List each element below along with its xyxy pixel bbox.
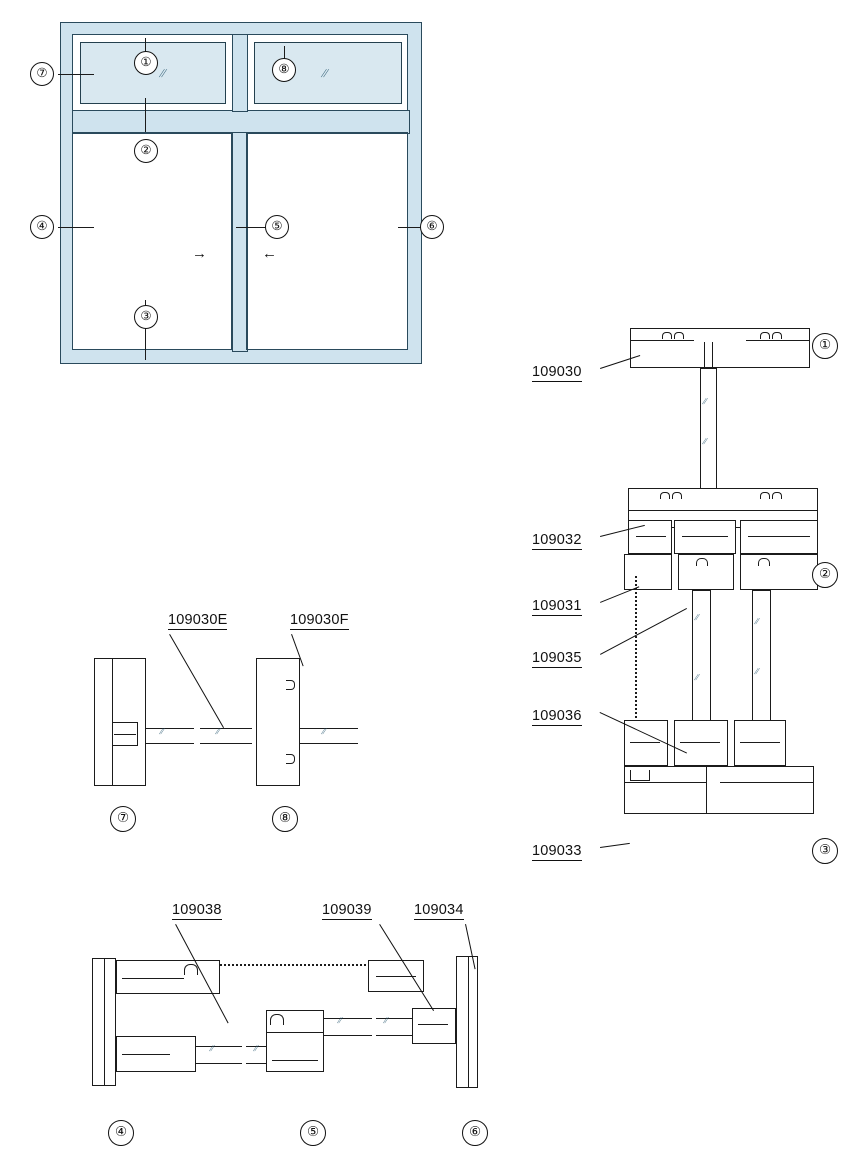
profile-detail-line <box>418 1024 448 1025</box>
profile-detail-line <box>628 510 818 511</box>
part-label-109033: 109033 <box>532 843 582 859</box>
part-label-109030E: 109030E <box>168 612 228 628</box>
callout-4: ④ <box>30 215 54 239</box>
callout-section-6: ⑥ <box>462 1120 488 1146</box>
jamb-right-profile <box>456 956 478 1088</box>
interlock-right <box>734 720 786 766</box>
hatch-mark: // <box>320 726 327 736</box>
hatch-mark: // <box>319 66 330 80</box>
weatherseal-dotted <box>220 964 368 966</box>
hatch-mark: // <box>693 612 700 622</box>
callout-5: ⑤ <box>265 215 289 239</box>
profile-hook <box>286 754 295 764</box>
part-label-109039: 109039 <box>322 902 372 918</box>
part-label-109030: 109030 <box>532 364 582 380</box>
profile-detail-line <box>376 976 416 977</box>
profile-hook <box>758 558 770 566</box>
part-label-109031: 109031 <box>532 598 582 614</box>
profile-hook <box>672 492 682 499</box>
part-label-109032: 109032 <box>532 532 582 548</box>
profile-detail-line <box>630 742 660 743</box>
callout-section-5: ⑤ <box>300 1120 326 1146</box>
profile-detail-line <box>104 958 105 1086</box>
elevation-transom-rail <box>72 110 410 134</box>
callout-2: ② <box>134 139 158 163</box>
hatch-mark: // <box>701 436 708 446</box>
profile-detail-line <box>272 1060 318 1061</box>
callout-detail-7: ⑦ <box>110 806 136 832</box>
profile-detail-line <box>122 978 184 979</box>
hatch-mark: // <box>252 1043 259 1053</box>
leader-line <box>58 227 94 228</box>
track-rail-left <box>628 520 672 554</box>
callout-1: ① <box>134 51 158 75</box>
callout-detail-8: ⑧ <box>272 806 298 832</box>
arrow-left-icon: ← <box>262 245 277 262</box>
profile-hook <box>772 332 782 339</box>
callout-6: ⑥ <box>420 215 444 239</box>
vertical-section-stack <box>600 320 850 880</box>
elevation-glass-top-left <box>80 42 226 104</box>
leader-line <box>58 74 94 75</box>
hatch-mark: // <box>336 1015 343 1025</box>
elevation-transom-mullion <box>232 34 248 112</box>
profile-detail-line <box>740 742 780 743</box>
profile-hook <box>696 558 708 566</box>
part-label-109038: 109038 <box>172 902 222 918</box>
head-profile-109030 <box>630 328 810 368</box>
profile-hook <box>184 964 198 975</box>
profile-detail-line <box>468 956 469 1088</box>
weatherseal-dotted <box>635 576 637 732</box>
elevation-sash-right <box>246 132 408 350</box>
horizontal-section <box>88 950 508 1100</box>
profile-detail-line <box>636 536 666 537</box>
track-rail-mid <box>674 520 736 554</box>
glass-edge <box>716 368 717 488</box>
mullion-detail-group <box>90 650 390 830</box>
profile-detail-line <box>720 782 814 783</box>
interlock-mid <box>674 720 728 766</box>
window-elevation <box>60 22 420 362</box>
glass-strip-upper-b <box>376 1018 412 1036</box>
profile-detail-line <box>706 766 707 814</box>
callout-section-1: ① <box>812 333 838 359</box>
glass-edge <box>752 590 753 730</box>
profile-detail-line <box>748 536 810 537</box>
profile-hook <box>772 492 782 499</box>
glass-strip-8 <box>300 728 358 744</box>
mullion-profile-8 <box>256 658 300 786</box>
hatch-mark: // <box>158 726 165 736</box>
hatch-mark: // <box>753 666 760 676</box>
part-label-109030F: 109030F <box>290 612 349 628</box>
profile-hook <box>662 332 672 339</box>
glass-strip-upper-a <box>324 1018 372 1036</box>
profile-detail-line <box>630 340 694 341</box>
hatch-mark: // <box>753 616 760 626</box>
profile-detail-line <box>122 1054 170 1055</box>
hatch-mark: // <box>214 726 221 736</box>
glass-edge <box>770 590 771 730</box>
profile-detail-line <box>266 1032 324 1033</box>
glass-pane-sash-2 <box>752 590 770 732</box>
sash-head-right <box>740 554 818 590</box>
sill-profile-109033 <box>624 766 814 814</box>
callout-section-4: ④ <box>108 1120 134 1146</box>
profile-detail-line <box>680 742 720 743</box>
hatch-mark: // <box>157 66 168 80</box>
glass-strip-lower-a <box>196 1046 242 1064</box>
profile-hook <box>760 332 770 339</box>
glass-pane-upper <box>700 368 716 490</box>
glass-strip-7a <box>146 728 194 744</box>
sash-head-left <box>624 554 672 590</box>
profile-detail-line <box>704 342 705 368</box>
arrow-right-icon: → <box>192 245 207 262</box>
profile-hook <box>660 492 670 499</box>
glass-edge <box>700 368 701 488</box>
hatch-mark: // <box>701 396 708 406</box>
track-rail-right <box>740 520 818 554</box>
profile-hook <box>270 1014 284 1025</box>
callout-3: ③ <box>134 305 158 329</box>
hatch-mark: // <box>693 672 700 682</box>
profile-detail-line <box>114 734 136 735</box>
hatch-mark: // <box>382 1015 389 1025</box>
leader-line <box>145 98 146 132</box>
callout-section-2: ② <box>812 562 838 588</box>
profile-hook <box>286 680 295 690</box>
part-label-109035: 109035 <box>532 650 582 666</box>
profile-hook <box>674 332 684 339</box>
callout-8: ⑧ <box>272 58 296 82</box>
callout-section-3: ③ <box>812 838 838 864</box>
profile-detail-line <box>712 342 713 368</box>
profile-detail-line <box>624 782 706 783</box>
part-label-109034: 109034 <box>414 902 464 918</box>
hatch-mark: // <box>208 1043 215 1053</box>
part-label-109036: 109036 <box>532 708 582 724</box>
right-sash-stile <box>412 1008 456 1044</box>
glass-strip-7b <box>200 728 252 744</box>
profile-detail-line <box>682 536 728 537</box>
callout-7: ⑦ <box>30 62 54 86</box>
profile-detail-line <box>746 340 810 341</box>
profile-detail <box>630 770 650 781</box>
profile-hook <box>760 492 770 499</box>
